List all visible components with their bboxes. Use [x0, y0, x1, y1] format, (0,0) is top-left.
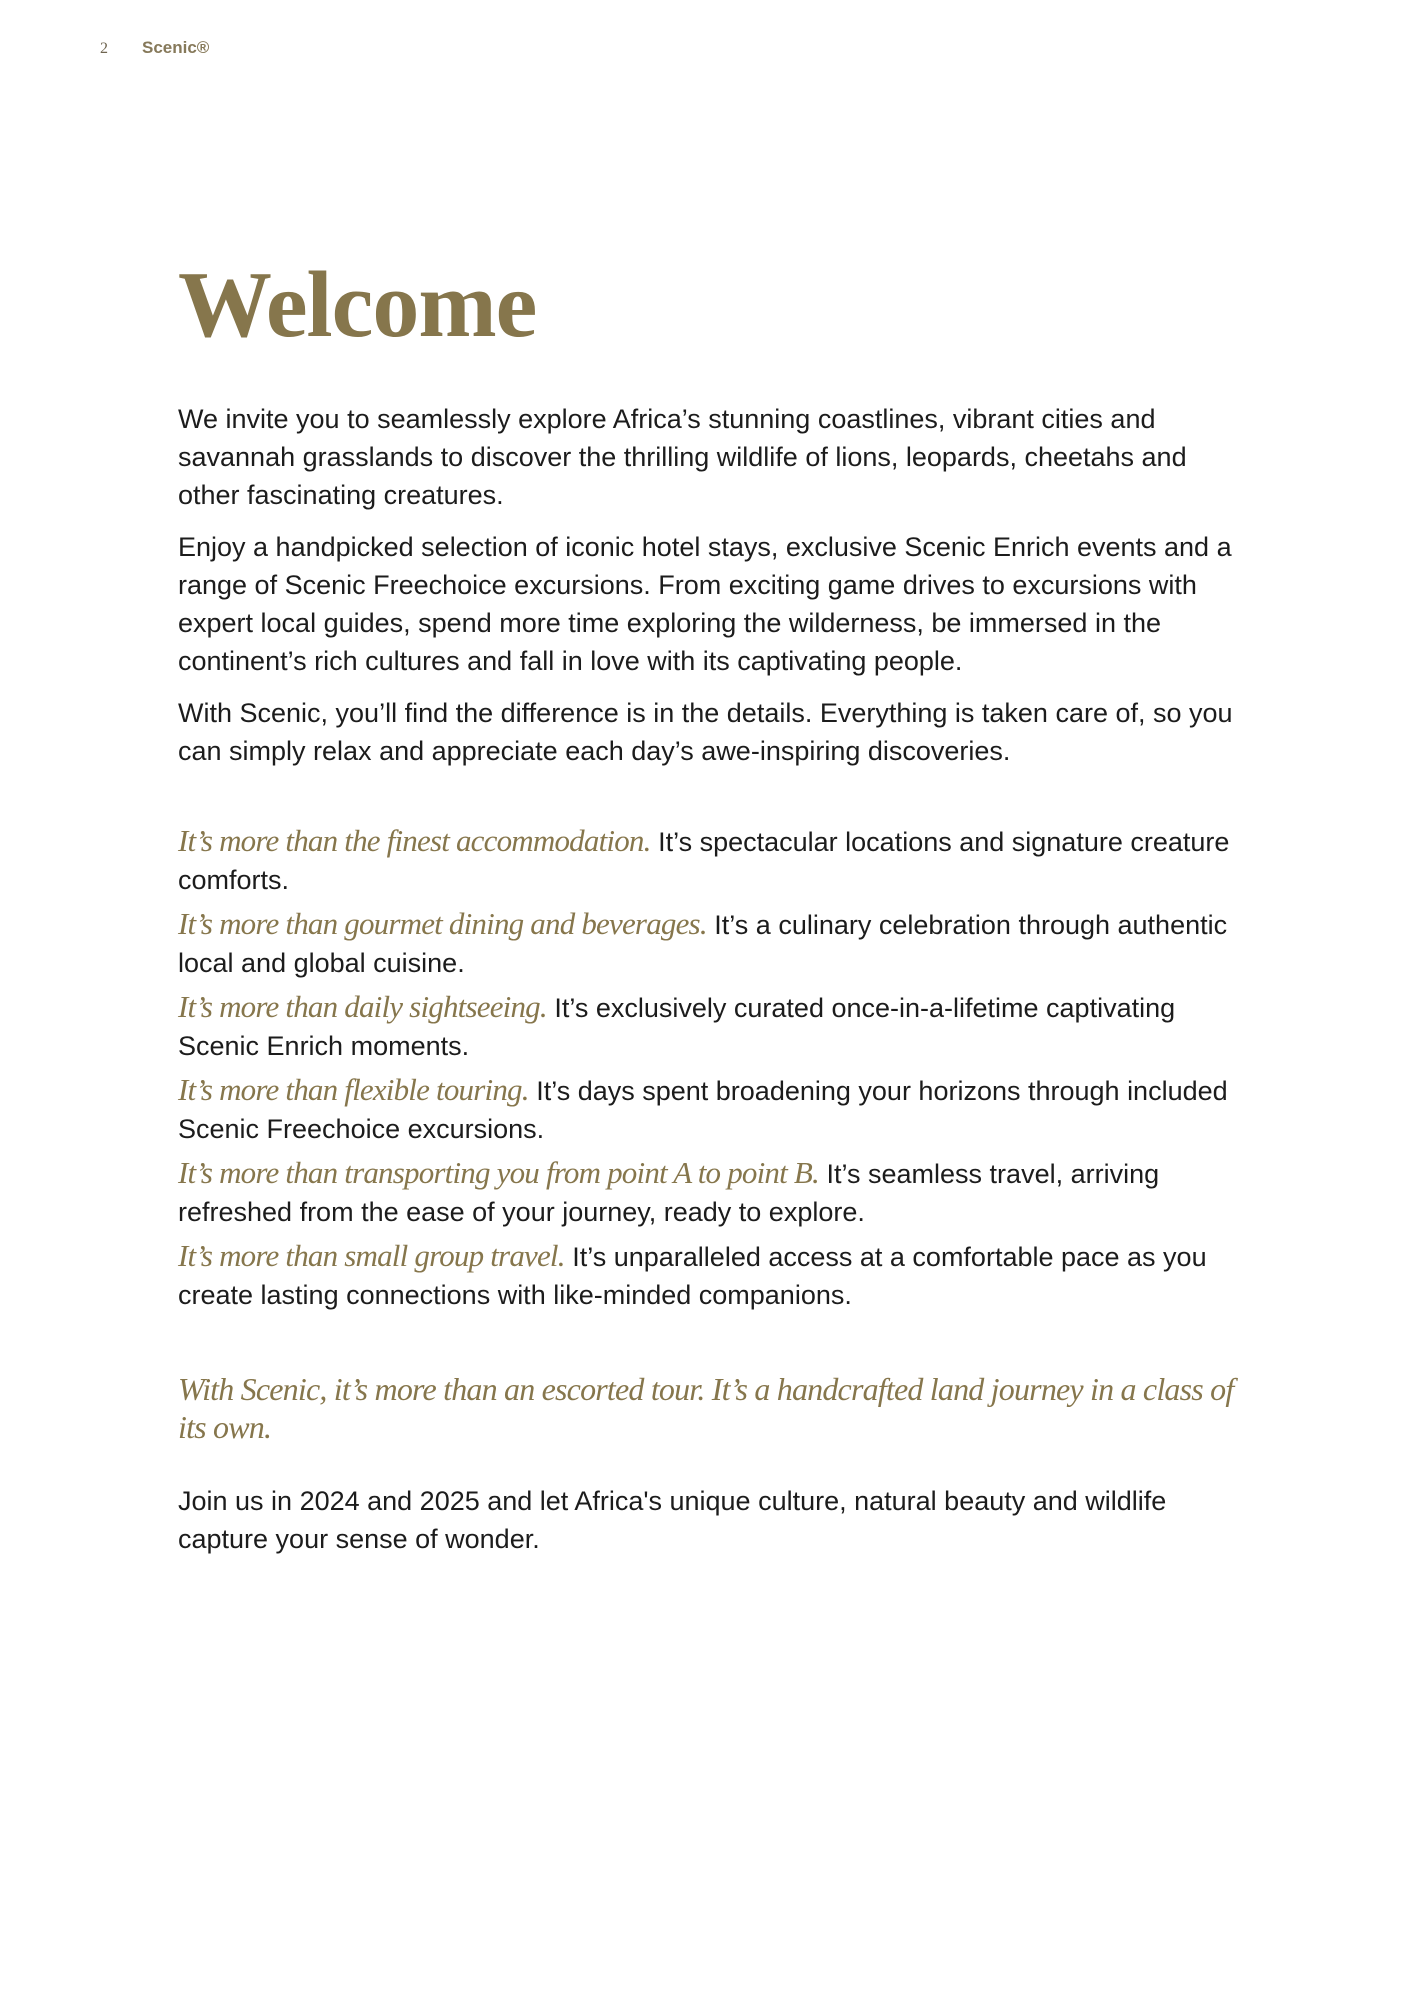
intro-section: [178, 400, 1258, 770]
statements-list: [178, 822, 1258, 1314]
intro-paragraph: Enjoy a handpicked selection of iconic hotel stays, exclusive Scenic Enrich events and a range of Scenic Freechoice excursions. From exciting game drives to excursions with expert local guides, spend more time exploring the wilderness, be immersed in the continent’s rich cultures and fall in love with its captivating people.: [178, 532, 1232, 676]
tagline: With Scenic, it’s more than an escorted tour. It’s a handcrafted land journey in a class of its own.: [178, 1371, 1234, 1445]
statement-lead: It’s more than daily sightseeing.: [178, 989, 547, 1024]
statement-item: [178, 1154, 1238, 1231]
page-header: [100, 38, 209, 58]
page-title: Welcome: [178, 253, 537, 357]
statement-lead: It’s more than flexible touring.: [178, 1072, 529, 1107]
statement-item: [178, 905, 1238, 982]
intro-paragraph: With Scenic, you’ll find the difference is in the details. Everything is taken care of, so you can simply relax and appreciate each day’s awe-inspiring discoveries.: [178, 698, 1233, 766]
statement-text: It’s unparalleled access at a comfortable pace as you create lasting connections with like-minded companions.: [178, 1242, 1207, 1310]
statement-item: [178, 1071, 1238, 1148]
statement-lead: It’s more than gourmet dining and beverages.: [178, 906, 707, 941]
statement-text: It’s exclusively curated once-in-a-lifetime captivating Scenic Enrich moments.: [178, 993, 1176, 1061]
brand-name: Scenic®: [142, 38, 210, 57]
welcome-content: [178, 253, 1258, 1558]
statement-text: It’s seamless travel, arriving refreshed from the ease of your journey, ready to explore.: [178, 1159, 1160, 1227]
closing-paragraph: Join us in 2024 and 2025 and let Africa's unique culture, natural beauty and wildlife capture your sense of wonder.: [178, 1486, 1167, 1554]
statement-text: It’s a culinary celebration through authentic local and global cuisine.: [178, 910, 1228, 978]
statement-item: [178, 822, 1238, 899]
statement-item: [178, 1237, 1238, 1314]
statement-lead: It’s more than transporting you from point A to point B.: [178, 1155, 819, 1190]
statement-item: [178, 988, 1238, 1065]
statement-lead: It’s more than the finest accommodation.: [178, 823, 651, 858]
statement-text: It’s days spent broadening your horizons through included Scenic Freechoice excursions.: [178, 1076, 1228, 1144]
statement-text: It’s spectacular locations and signature creature comforts.: [178, 827, 1230, 895]
page-number: 2: [100, 40, 108, 57]
intro-paragraph: We invite you to seamlessly explore Africa’s stunning coastlines, vibrant cities and savannah grasslands to discover the thrilling wildlife of lions, leopards, cheetahs and other fascinating creatures.: [178, 404, 1187, 510]
statement-lead: It’s more than small group travel.: [178, 1238, 565, 1273]
